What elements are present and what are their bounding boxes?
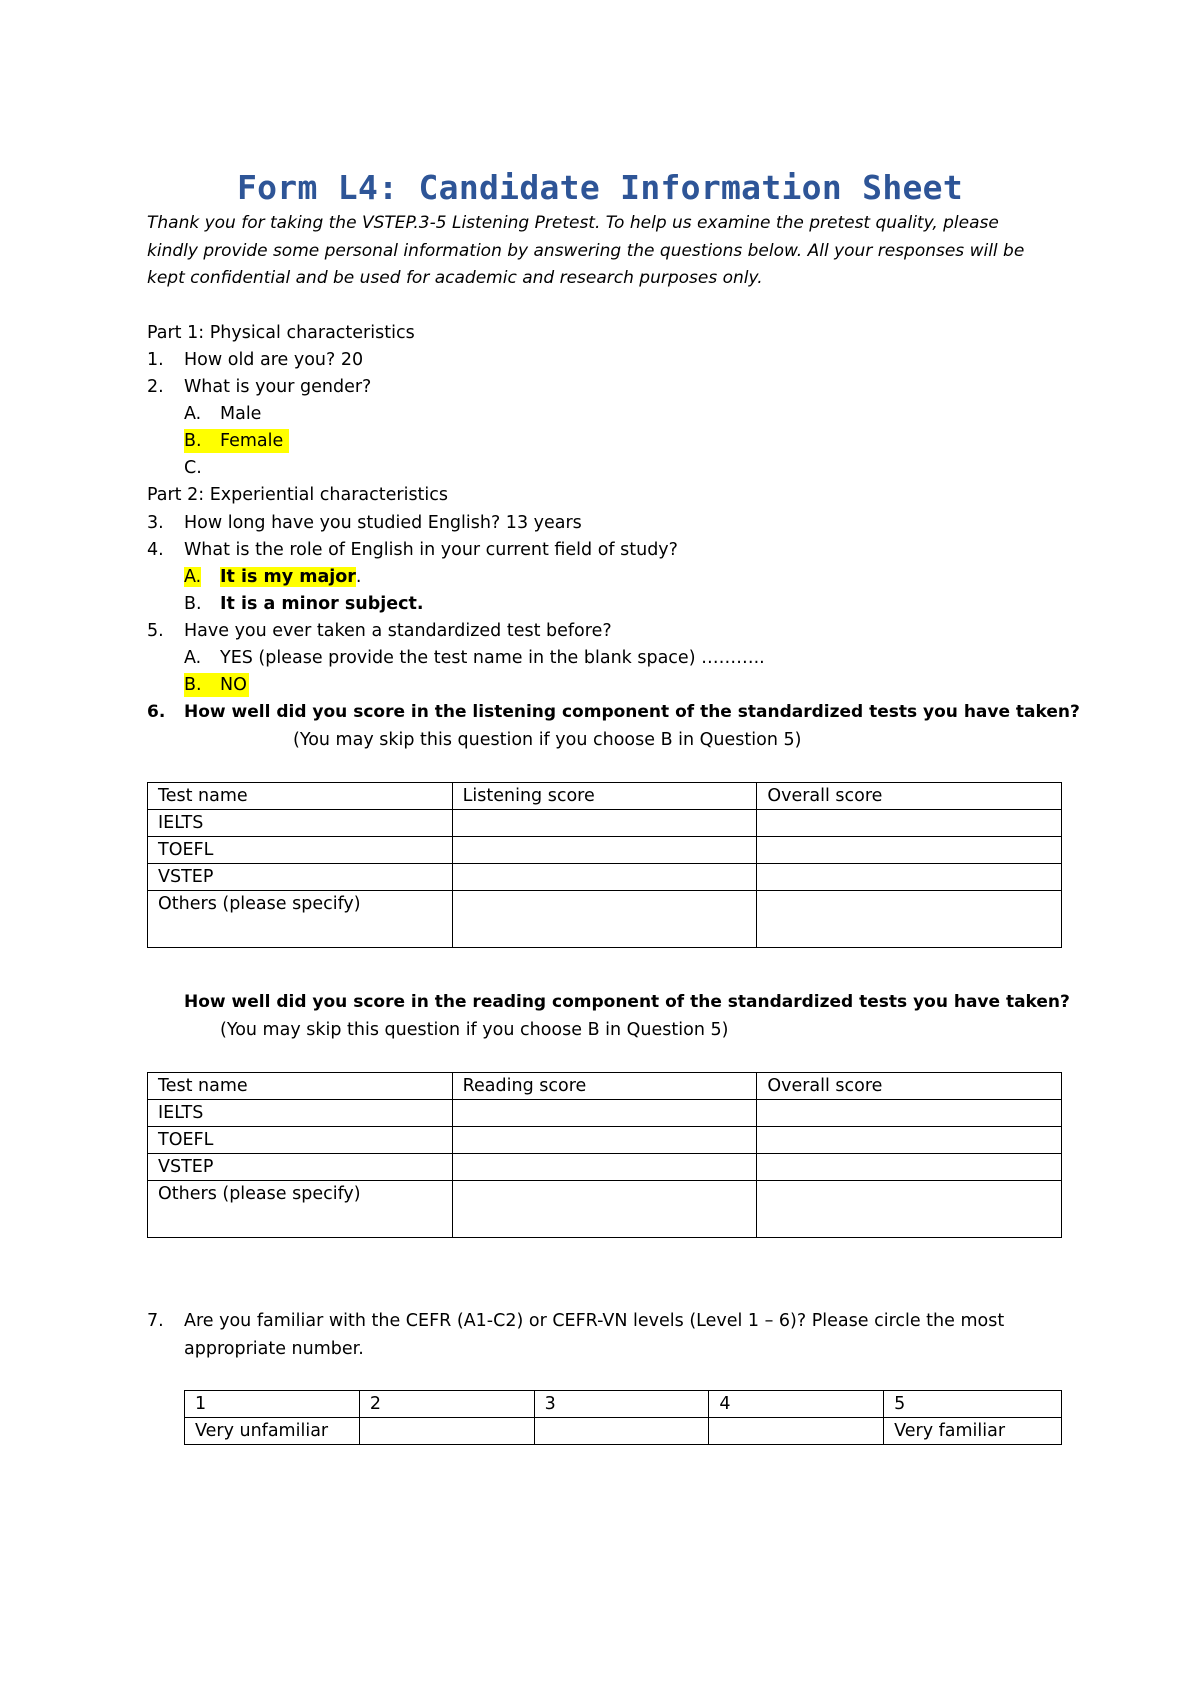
question-text: What is the role of English in your current field of study? xyxy=(184,540,678,560)
scale-option-1[interactable]: 1 xyxy=(185,1391,360,1418)
scale-label-4 xyxy=(709,1418,884,1445)
cefr-familiarity-scale xyxy=(184,1390,1062,1445)
overall-score-cell[interactable] xyxy=(757,837,1062,864)
reading-question-note: (You may skip this question if you choose B in Question 5) xyxy=(220,1020,729,1040)
reading-score-cell[interactable] xyxy=(452,1154,757,1181)
option-period: . xyxy=(355,567,362,587)
option-letter: B. xyxy=(184,431,202,451)
listening-score-table xyxy=(147,782,1062,948)
test-name-cell: TOEFL xyxy=(148,837,453,864)
question-number: 5. xyxy=(147,621,164,641)
table-row xyxy=(148,864,1062,891)
table-header-row xyxy=(148,1073,1062,1100)
option-text: Male xyxy=(220,404,262,424)
overall-score-cell[interactable] xyxy=(757,1154,1062,1181)
question-number: 6. xyxy=(147,702,166,722)
table-row xyxy=(148,837,1062,864)
option-letter: A. xyxy=(184,404,202,424)
scale-label-row xyxy=(185,1418,1062,1445)
question-text: What is your gender? xyxy=(184,377,372,397)
scale-option-3[interactable]: 3 xyxy=(534,1391,709,1418)
selected-highlight xyxy=(184,429,289,453)
listening-score-cell[interactable] xyxy=(452,891,757,948)
table-header-row xyxy=(148,783,1062,810)
test-name-cell: VSTEP xyxy=(148,1154,453,1181)
question-text: How well did you score in the listening component of the standardized tests you have taken? xyxy=(184,702,1080,722)
question-text: Have you ever taken a standardized test before? xyxy=(184,621,612,641)
table-row xyxy=(148,1154,1062,1181)
question-7 xyxy=(147,1309,1005,1333)
option-text: YES (please provide the test name in the blank space) ……….. xyxy=(220,648,765,668)
question-text-line1: Are you familiar with the CEFR (A1-C2) or CEFR-VN levels (Level 1 – 6)? Please circle the most xyxy=(184,1311,1005,1331)
question-text: How old are you? 20 xyxy=(184,350,364,370)
scale-label-2 xyxy=(359,1418,534,1445)
question-2 xyxy=(147,375,372,399)
reading-score-cell[interactable] xyxy=(452,1127,757,1154)
test-name-cell: IELTS xyxy=(148,810,453,837)
question-7-line2: appropriate number. xyxy=(184,1339,364,1359)
question-text: How long have you studied English? 13 years xyxy=(184,513,582,533)
option-letter: B. xyxy=(184,675,202,695)
header-reading-score: Reading score xyxy=(452,1073,757,1100)
overall-score-cell[interactable] xyxy=(757,1100,1062,1127)
listening-score-cell[interactable] xyxy=(452,810,757,837)
header-test-name: Test name xyxy=(148,783,453,810)
table-row xyxy=(148,1181,1062,1238)
scale-option-5[interactable]: 5 xyxy=(884,1391,1062,1418)
option-male[interactable] xyxy=(184,402,262,426)
scale-label-very-familiar: Very familiar xyxy=(884,1418,1062,1445)
scale-label-very-unfamiliar: Very unfamiliar xyxy=(185,1418,360,1445)
listening-score-cell[interactable] xyxy=(452,837,757,864)
intro-paragraph: Thank you for taking the VSTEP.3-5 Listening Pretest. To help us examine the pretest quality, please kindly provide some personal information by answering the questions below. All your responses will be kept confidential and be used for academic and research purposes only. xyxy=(147,213,1025,288)
scale-number-row xyxy=(185,1391,1062,1418)
option-text: NO xyxy=(220,675,247,695)
table-row xyxy=(148,891,1062,948)
option-letter: A. xyxy=(184,648,202,668)
overall-score-cell[interactable] xyxy=(757,1181,1062,1238)
table-row xyxy=(148,1100,1062,1127)
question-4 xyxy=(147,538,678,562)
overall-score-cell[interactable] xyxy=(757,810,1062,837)
question-number: 2. xyxy=(147,377,164,397)
reading-score-cell[interactable] xyxy=(452,1100,757,1127)
question-1 xyxy=(147,348,364,372)
header-listening-score: Listening score xyxy=(452,783,757,810)
scale-label-3 xyxy=(534,1418,709,1445)
option-female-selected[interactable] xyxy=(184,429,289,453)
option-letter: C. xyxy=(184,458,202,478)
question-6 xyxy=(147,700,1080,724)
question-3 xyxy=(147,511,582,535)
option-letter: A. xyxy=(184,567,202,587)
option-yes[interactable] xyxy=(184,646,765,670)
header-overall-score: Overall score xyxy=(757,1073,1062,1100)
reading-score-cell[interactable] xyxy=(452,1181,757,1238)
scale-option-2[interactable]: 2 xyxy=(359,1391,534,1418)
overall-score-cell[interactable] xyxy=(757,891,1062,948)
option-text: Female xyxy=(220,431,284,451)
page-title: Form L4: Candidate Information Sheet xyxy=(236,168,964,207)
scale-option-4[interactable]: 4 xyxy=(709,1391,884,1418)
part2-heading: Part 2: Experiential characteristics xyxy=(147,485,449,505)
test-name-cell: IELTS xyxy=(148,1100,453,1127)
reading-score-table xyxy=(147,1072,1062,1238)
option-major-selected[interactable] xyxy=(184,565,362,589)
option-minor[interactable] xyxy=(184,592,424,616)
test-name-cell: Others (please specify) xyxy=(148,891,453,948)
table-row xyxy=(148,1127,1062,1154)
question-number: 7. xyxy=(147,1311,164,1331)
option-text: It is a minor subject. xyxy=(220,594,424,614)
question-5 xyxy=(147,619,612,643)
option-letter: B. xyxy=(184,594,202,614)
table-row xyxy=(148,810,1062,837)
selected-highlight xyxy=(184,673,249,697)
reading-question-text: How well did you score in the reading component of the standardized tests you have taken? xyxy=(184,992,1070,1012)
question-number: 1. xyxy=(147,350,164,370)
part1-heading: Part 1: Physical characteristics xyxy=(147,323,415,343)
overall-score-cell[interactable] xyxy=(757,864,1062,891)
question-6-note: (You may skip this question if you choose B in Question 5) xyxy=(293,730,802,750)
test-name-cell: Others (please specify) xyxy=(148,1181,453,1238)
header-overall-score: Overall score xyxy=(757,783,1062,810)
header-test-name: Test name xyxy=(148,1073,453,1100)
listening-score-cell[interactable] xyxy=(452,864,757,891)
question-number: 4. xyxy=(147,540,164,560)
test-name-cell: TOEFL xyxy=(148,1127,453,1154)
option-c[interactable] xyxy=(184,456,202,480)
test-name-cell: VSTEP xyxy=(148,864,453,891)
overall-score-cell[interactable] xyxy=(757,1127,1062,1154)
option-text: It is my major xyxy=(220,567,356,587)
option-no-selected[interactable] xyxy=(184,673,249,697)
question-number: 3. xyxy=(147,513,164,533)
